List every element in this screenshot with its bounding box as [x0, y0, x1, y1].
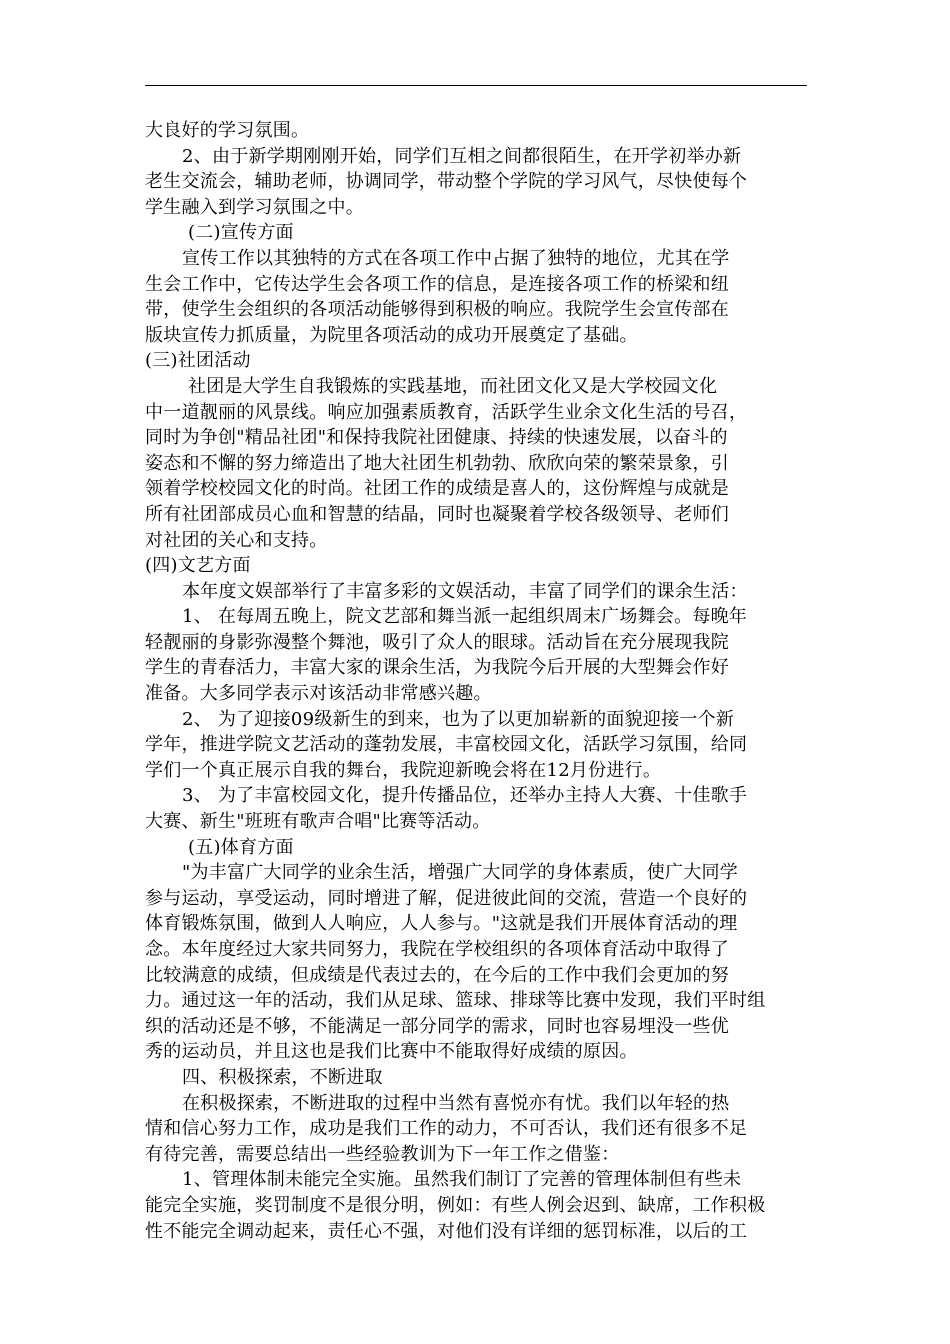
text-line: 学生的青春活力，丰富大家的课余生活，为我院今后开展的大型舞会作好 — [145, 657, 729, 679]
text-line: 有待完善，需要总结出一些经验教训为下一年工作之借鉴： — [145, 1143, 620, 1165]
text-line: 领着学校校园文化的时尚。社团工作的成绩是喜人的，这份辉煌与成就是 — [145, 478, 729, 500]
text-line: 大赛、新生"班班有歌声合唱"比赛等活动。 — [145, 811, 491, 833]
text-line: "为丰富广大同学的业余生活，增强广大同学的身体素质，使广大同学 — [182, 862, 739, 884]
text-line: 性不能完全调动起来，责任心不强，对他们没有详细的惩罚标准，以后的工 — [145, 1220, 748, 1242]
header-rule — [145, 85, 807, 86]
text-line: 姿态和不懈的努力缔造出了地大社团生机勃勃、欣欣向荣的繁荣景象，引 — [145, 452, 729, 474]
text-line: 对社团的关心和支持。 — [145, 529, 328, 551]
text-line: 学生融入到学习氛围之中。 — [145, 196, 364, 218]
text-line: (三)社团活动 — [145, 350, 251, 372]
text-line: 念。本年度经过大家共同努力，我院在学校组织的各项体育活动中取得了 — [145, 939, 729, 960]
text-line: 能完全实施，奖罚制度不是很分明，例如：有些人例会迟到、缺席，工作积极 — [145, 1194, 766, 1216]
text-line: 学年，推进学院文艺活动的蓬勃发展，丰富校园文化，活跃学习氛围，给同 — [145, 734, 748, 756]
text-line: 大良好的学习氛围。 — [145, 120, 310, 141]
text-line: 体育锻炼氛围，做到人人响应，人人参与。"这就是我们开展体育活动的理 — [145, 913, 738, 935]
text-line: 本年度文娱部举行了丰富多彩的文娱活动，丰富了同学们的课余生活： — [182, 580, 748, 602]
text-line: 织的活动还是不够，不能满足一部分同学的需求，同时也容易埋没一些优 — [145, 1015, 729, 1037]
text-line: 所有社团部成员心血和智慧的结晶，同时也凝聚着学校各级领导、老师们 — [145, 503, 729, 525]
document-body — [145, 118, 810, 1244]
text-line: 3、 为了丰富校园文化，提升传播品位，还举办主持人大赛、十佳歌手 — [182, 785, 748, 807]
text-line: 2、 为了迎接09级新生的到来，也为了以更加崭新的面貌迎接一个新 — [182, 708, 735, 730]
text-line: 中一道靓丽的风景线。响应加强素质教育，活跃学生业余文化生活的号召， — [145, 401, 748, 423]
text-line: 带，使学生会组织的各项活动能够得到积极的响应。我院学生会宣传部在 — [145, 299, 729, 321]
text-line: 在积极探索，不断进取的过程中当然有喜悦亦有忧。我们以年轻的热 — [182, 1092, 730, 1114]
text-line: 学们一个真正展示自我的舞台，我院迎新晚会将在12月份进行。 — [145, 759, 662, 781]
text-line: (五)体育方面 — [188, 836, 294, 858]
text-line: 生会工作中，它传达学生会各项工作的信息，是连接各项工作的桥梁和纽 — [145, 273, 729, 295]
text-line: 轻靓丽的身影弥漫整个舞池，吸引了众人的眼球。活动旨在充分展现我院 — [145, 631, 729, 653]
text-line: 1、管理体制未能完全实施。虽然我们制订了完善的管理体制但有些未 — [182, 1169, 742, 1191]
text-line: 比较满意的成绩，但成绩是代表过去的，在今后的工作中我们会更加的努 — [145, 964, 729, 986]
text-line: 准备。大多同学表示对该活动非常感兴趣。 — [145, 683, 492, 705]
text-line: 同时为争创"精品社团"和保持我院社团健康、持续的快速发展，以奋斗的 — [145, 427, 728, 449]
text-line: (二)宣传方面 — [188, 222, 294, 244]
text-line: 力。通过这一年的活动，我们从足球、篮球、排球等比赛中发现，我们平时组 — [145, 990, 766, 1012]
text-line: 参与运动，享受运动，同时增进了解，促进彼此间的交流，营造一个良好的 — [145, 887, 748, 909]
text-line: 四、积极探索，不断进取 — [182, 1066, 383, 1088]
text-line: 老生交流会，辅助老师，协调同学，带动整个学院的学习风气，尽快使每个 — [145, 171, 748, 193]
text-line: 1、 在每周五晚上，院文艺部和舞当派一起组织周末广场舞会。每晚年 — [182, 606, 748, 628]
text-line: 版块宣传力抓质量，为院里各项活动的成功开展奠定了基础。 — [145, 324, 638, 346]
text-line: 情和信心努力工作，成功是我们工作的动力，不可否认，我们还有很多不足 — [145, 1118, 748, 1140]
text-line: 秀的运动员，并且这也是我们比赛中不能取得好成绩的原因。 — [145, 1041, 638, 1063]
text-line: 社团是大学生自我锻炼的实践基地，而社团文化又是大学校园文化 — [188, 375, 718, 397]
text-line: 宣传工作以其独特的方式在各项工作中占据了独特的地位，尤其在学 — [182, 247, 730, 269]
text-line: 2、由于新学期刚刚开始，同学们互相之间都很陌生，在开学初举办新 — [182, 145, 742, 167]
text-line: (四)文艺方面 — [145, 555, 251, 577]
